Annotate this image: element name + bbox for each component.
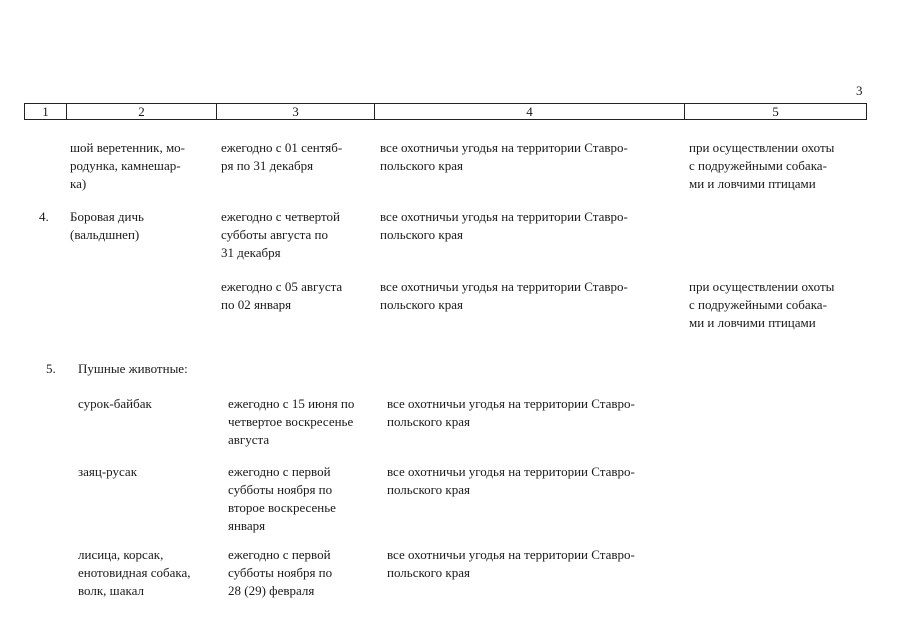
column-header-2: 2 xyxy=(67,104,217,120)
hunting-territory: все охотничьи угодья на территории Ставро- польского края xyxy=(380,279,628,312)
column-header-1: 1 xyxy=(25,104,67,120)
species-name: сурок-байбак xyxy=(78,396,152,411)
hunting-territory: все охотничьи угодья на территории Ставро- польского края xyxy=(387,396,635,429)
section-number: 5. xyxy=(46,361,56,376)
section-title: Пушные животные: xyxy=(78,361,188,376)
hunting-territory: все охотничьи угодья на территории Ставро- польского края xyxy=(387,547,635,580)
species-name: шой веретенник, мо- родунка, камнешар- ка) xyxy=(70,140,186,191)
hunting-condition: при осуществлении охоты с подружейными собака- ми и ловчими птицами xyxy=(689,140,835,191)
column-header-3: 3 xyxy=(217,104,375,120)
hunting-period: ежегодно с 01 сентяб- ря по 31 декабря xyxy=(221,140,343,173)
species-name: заяц-русак xyxy=(78,464,138,479)
column-header-table xyxy=(24,103,867,120)
hunting-period: ежегодно с 15 июня по четвертое воскресенье августа xyxy=(228,396,355,447)
species-name: лисица, корсак, енотовидная собака, волк, шакал xyxy=(78,547,191,598)
species-name: Боровая дичь (вальдшнеп) xyxy=(70,209,144,242)
hunting-territory: все охотничьи угодья на территории Ставро- польского края xyxy=(387,464,635,497)
hunting-period: ежегодно с первой субботы ноября по 28 (29) февраля xyxy=(228,547,333,598)
hunting-period: ежегодно с 05 августа по 02 января xyxy=(221,279,343,312)
column-header-row xyxy=(25,104,867,120)
hunting-period: ежегодно с четвертой субботы августа по 31 декабря xyxy=(221,209,340,260)
column-header-5: 5 xyxy=(685,104,867,120)
page-number: 3 xyxy=(856,83,863,98)
hunting-condition: при осуществлении охоты с подружейными собака- ми и ловчими птицами xyxy=(689,279,835,330)
hunting-territory: все охотничьи угодья на территории Ставро- польского края xyxy=(380,209,628,242)
row-number: 4. xyxy=(39,209,49,224)
hunting-territory: все охотничьи угодья на территории Ставро- польского края xyxy=(380,140,628,173)
column-header-4: 4 xyxy=(375,104,685,120)
hunting-period: ежегодно с первой субботы ноября по второе воскресенье января xyxy=(228,464,336,533)
